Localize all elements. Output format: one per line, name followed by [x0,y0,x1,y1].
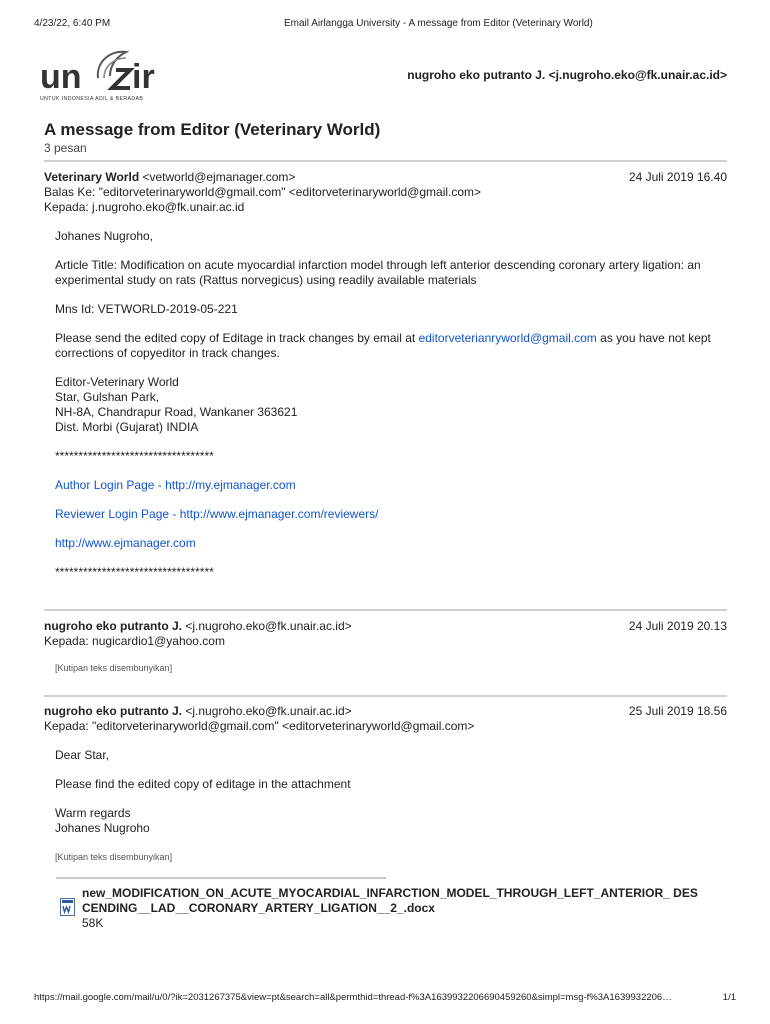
message-body [44,661,727,676]
recipient: Kepada: "editorveterinaryworld@gmail.com" <editorveterinaryworld@gmail.com> [44,719,475,733]
divider [44,160,727,162]
signature-line-2: Star, Gulshan Park, [55,390,160,404]
reply-to: Balas Ke: "editorveterinaryworld@gmail.com" <editorveterinaryworld@gmail.com> [44,185,482,199]
sender-email: <vetworld@ejmanager.com> [142,170,296,184]
thread-subject: A message from Editor (Veterinary World) [44,120,381,139]
message-header [44,170,727,215]
quoted-text-toggle[interactable]: [Kutipan teks disembunyikan] [55,663,173,673]
message-date: 24 Juli 2019 20.13 [628,619,727,633]
author-login-link[interactable]: Author Login Page - http://my.ejmanager.com [55,478,296,492]
sender-email: <j.nugroho.eko@fk.unair.ac.id> [185,619,352,633]
attachment[interactable] [58,886,718,931]
signature [55,375,727,435]
closing-line-2: Johanes Nugroho [55,821,150,835]
message-body [44,748,727,865]
separator-stars: ********************************** [55,449,214,463]
recipient: Kepada: nugicardio1@yahoo.com [44,634,225,648]
print-header [34,18,736,32]
word-document-icon [60,898,76,916]
message-date: 24 Juli 2019 16.40 [628,170,727,184]
attachment-size: 58K [82,916,104,930]
recipient: Kepada: j.nugroho.eko@fk.unair.ac.id [44,200,245,214]
message-1 [44,170,727,594]
request-text-post: as you have not kept corrections of copyeditor in track changes. [55,331,711,360]
manuscript-id: Mns Id: VETWORLD-2019-05-221 [55,302,238,316]
logo-text-ir: ir [132,58,155,96]
body-line: Please find the edited copy of editage in the attachment [55,777,351,791]
account-identity: nugroho eko putranto J. <j.nugroho.eko@fk.unair.ac.id> [407,68,727,82]
closing [55,806,727,836]
print-window-title: Email Airlangga University - A message from Editor (Veterinary World) [284,18,593,29]
reviewer-login-link[interactable]: Reviewer Login Page - http://www.ejmanager.com/reviewers/ [55,507,379,521]
separator-stars: ********************************** [55,565,214,579]
print-footer [34,992,736,1006]
greeting: Dear Star, [55,748,110,762]
request-text-pre: Please send the edited copy of Editage in track changes by email at [55,331,419,345]
unair-logo [40,44,180,104]
attachment-filename[interactable]: new_MODIFICATION_ON_ACUTE_MYOCARDIAL_INFARCTION_MODEL_THROUGH_LEFT_ANTERIOR_ DESCENDING__LAD__CORONARY_ARTERY_LIGATION__2_.docx [82,886,698,915]
message-body [44,229,727,580]
message-count: 3 pesan [44,141,87,155]
attachment-divider [56,877,386,879]
editor-email-link[interactable]: editorveterianryworld@gmail.com [418,331,597,345]
ejmanager-home-link[interactable]: http://www.ejmanager.com [55,536,196,550]
signature-line-4: Dist. Morbi (Gujarat) INDIA [55,420,199,434]
message-header [44,704,727,734]
quoted-text-toggle[interactable]: [Kutipan teks disembunyikan] [55,852,173,862]
article-title: Article Title: Modification on acute myocardial infarction model through left anterior descending coronary artery ligation: an experimental study on rats (Rattus norvegicus) using readily available materials [55,258,701,287]
divider [44,609,727,611]
print-url: https://mail.google.com/mail/u/0/?ik=2031267375&view=pt&search=all&permthid=thread-f%3A1639932206690459260&simpl=msg-f%3A1639932206… [34,992,672,1003]
sender-name: nugroho eko putranto J. [44,619,182,633]
print-datetime: 4/23/22, 6:40 PM [34,18,111,29]
signature-line-3: NH-8A, Chandrapur Road, Wankaner 363621 [55,405,298,419]
message-header [44,619,727,649]
message-3 [44,704,727,879]
closing-line-1: Warm regards [55,806,131,820]
greeting: Johanes Nugroho, [55,229,154,243]
unair-logo-graphic [40,44,180,104]
sender-email: <j.nugroho.eko@fk.unair.ac.id> [185,704,352,718]
sender-name: Veterinary World [44,170,140,184]
logo-tagline: UNTUK INDONESIA ADIL & BERADAB [40,96,144,102]
request-paragraph [55,331,727,361]
signature-line-1: Editor-Veterinary World [55,375,179,389]
message-2 [44,619,727,690]
divider [44,695,727,697]
page-count: 1/1 [722,992,736,1003]
sender-name: nugroho eko putranto J. [44,704,182,718]
logo-text-un: un [40,58,82,96]
message-date: 25 Juli 2019 18.56 [628,704,727,718]
